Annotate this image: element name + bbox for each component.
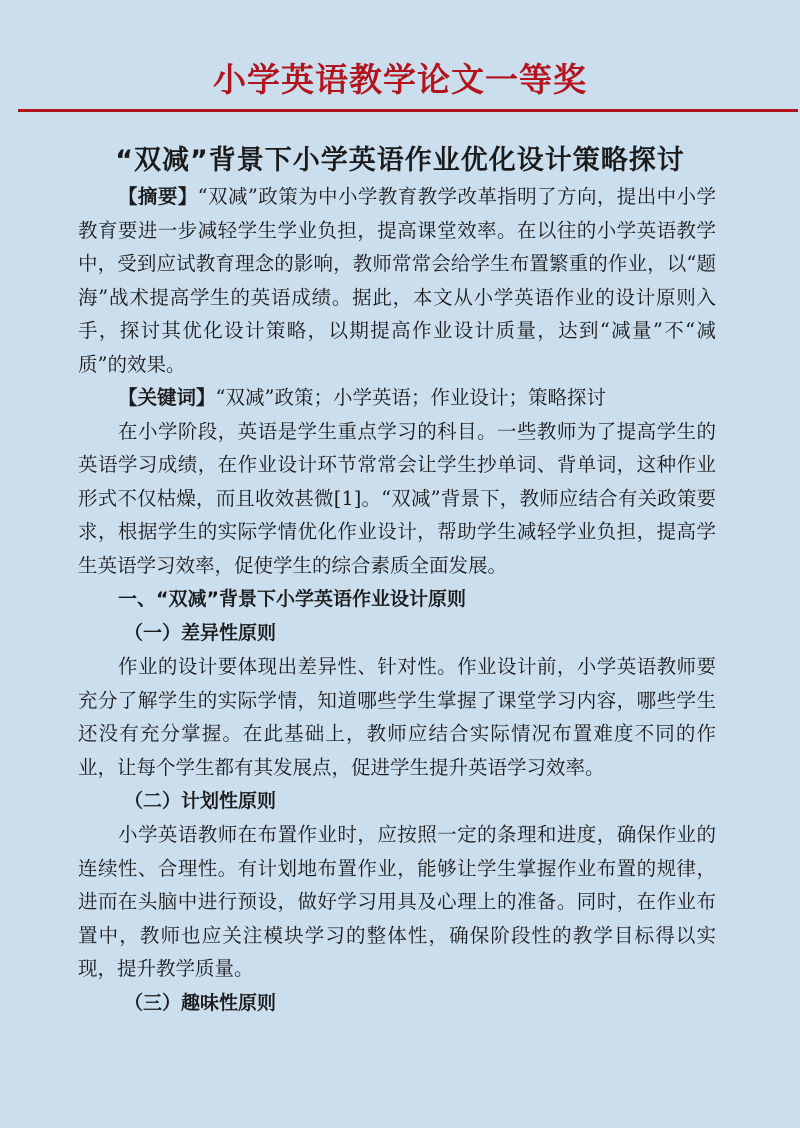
article-title: “双减”背景下小学英语作业优化设计策略探讨 [115,145,685,176]
subsection-1-text: 作业的设计要体现出差异性、针对性。作业设计前，小学英语教师要充分了解学生的实际学情，知道哪些学生掌握了课堂学习内容，哪些学生还没有充分掌握。在此基础上，教师应结合实际情况布置难度不同的作业，让每个学生都有其发展点，促进学生提升英语学习效率。 [78,655,716,779]
keywords-text: “双减”政策；小学英语；作业设计；策略探讨 [215,386,606,409]
subsection-1-heading: （一）差异性原则 [124,622,277,644]
section-1-heading: 一、“双减”背景下小学英语作业设计原则 [118,588,466,610]
abstract-paragraph [78,180,716,381]
abstract-label: 【摘要】 [118,185,198,208]
keywords-label: 【关键词】 [118,386,216,409]
intro-paragraph: 在小学阶段，英语是学生重点学习的科目。一些教师为了提高学生的英语学习成绩，在作业设计环节常常会让学生抄单词、背单词，这种作业形式不仅枯燥，而且收效甚微[1]。“双减”背景下，教师应结合有关政策要求，根据学生的实际学情优化作业设计，帮助学生减轻学业负担，提高学生英语学习效率，促使学生的综合素质全面发展。 [78,419,716,577]
article-body [78,180,716,1020]
abstract-text: “双减”政策为中小学教育教学改革指明了方向，提出中小学教育要进一步减轻学生学业负担，提高课堂效率。在以往的小学英语教学中，受到应试教育理念的影响，教师常常会给学生布置繁重的作业，以“题海”战术提高学生的英语成绩。据此，本文从小学英语作业的设计原则入手，探讨其优化设计策略，以期提高作业设计质量，达到“减量”不“减质”的效果。 [78,185,716,376]
subsection-2-heading: （二）计划性原则 [124,790,277,812]
subsection-3-heading: （三）趣味性原则 [124,991,277,1014]
subsection-2-text: 小学英语教师在布置作业时，应按照一定的条理和进度，确保作业的连续性、合理性。有计划地布置作业，能够让学生掌握作业布置的规律，进而在头脑中进行预设，做好学习用具及心理上的准备。同时，在作业布置中，教师也应关注模块学习的整体性，确保阶段性的教学目标得以实现，提升教学质量。 [78,823,716,980]
banner-title: 小学英语教学论文一等奖 [213,60,587,99]
keywords-paragraph [78,381,716,415]
banner-divider [18,109,798,112]
